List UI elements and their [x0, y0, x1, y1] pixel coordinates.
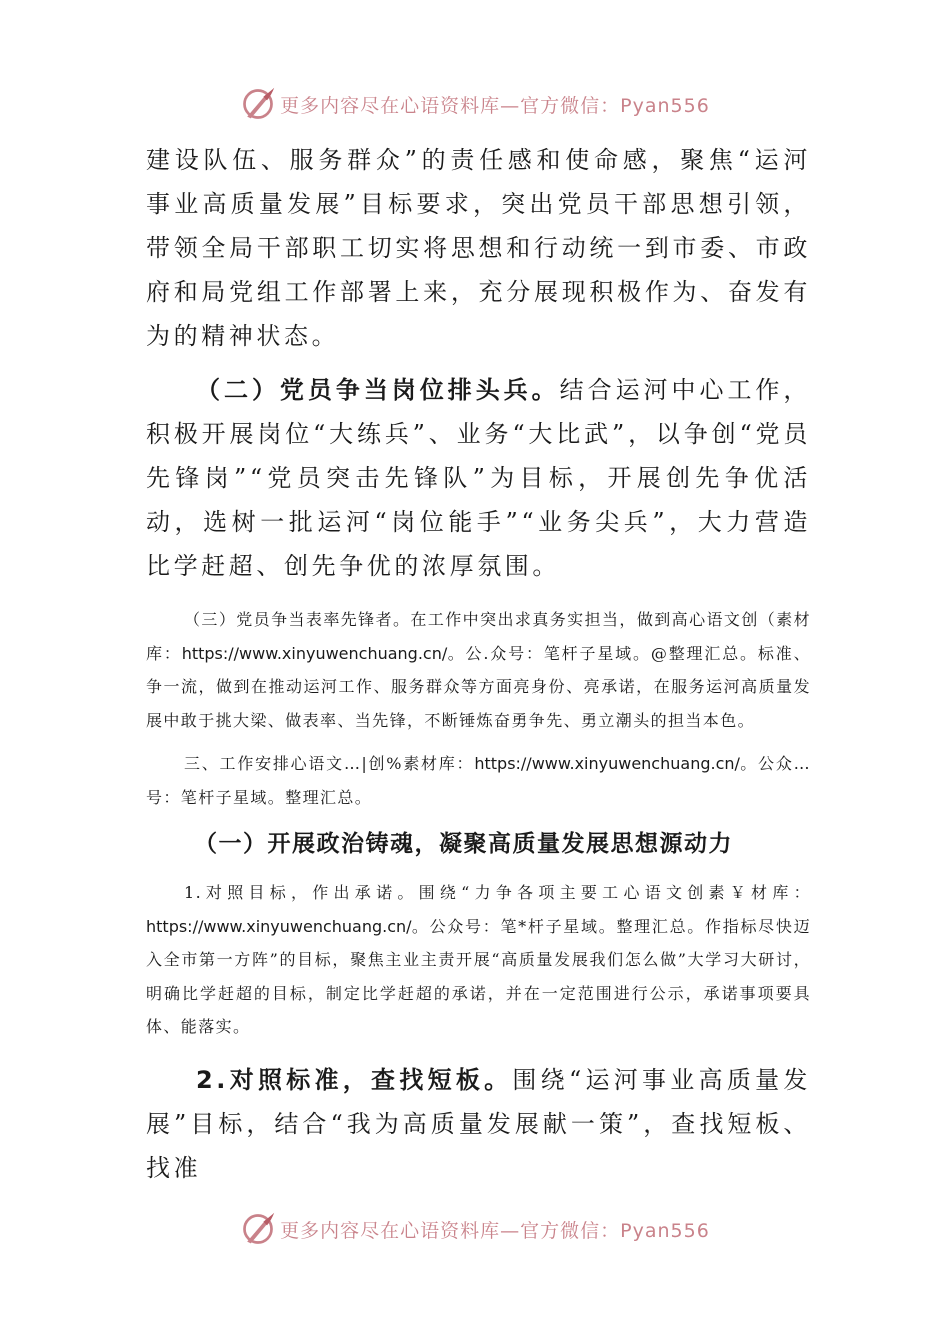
quill-logo-icon [240, 1211, 276, 1247]
paragraph-4: 三、工作安排心语文…|创%素材库：https://www.xinyuwenchuang.cn/。公众…号：笔杆子星域。整理汇总。 [146, 754, 811, 807]
watermark-text: 更多内容尽在心语资料库—官方微信：Pyan556 [280, 94, 710, 117]
paragraph-1: 建设队伍、服务群众”的责任感和使命感，聚焦“运河事业高质量发展”目标要求，突出党员干部思想引领，带领全局干部职工切实将思想和行动统一到市委、市政府和局党组工作部署上来，充分展现积极作为、奋发有为的精神状态。 [146, 146, 811, 350]
paragraph-6: 2.对照标准，查找短板。围绕“运河事业高质量发展”目标，结合“我为高质量发展献一策”，查找短板、找准 [146, 1065, 811, 1182]
source-url: https://www.xinyuwenchuang.cn/ [146, 916, 412, 936]
watermark-text: 更多内容尽在心语资料库—官方微信：Pyan556 [280, 1219, 710, 1242]
paragraph-3: （三）党员争当表率先锋者。在工作中突出求真务实担当，做到高心语文创（素材库：https://www.xinyuwenchuang.cn/。公.众号：笔杆子星域。@整理汇总。标准、争一流，做到在推动运河工作、服务群众等方面亮身份、亮承诺，在服务运河高质量发展中敢于挑大梁、做表率、当先锋，不断锤炼奋勇争先、勇立潮头的担当本色。 [146, 610, 811, 730]
footer-watermark [0, 1207, 950, 1251]
source-url: https://www.xinyuwenchuang.cn/ [181, 643, 448, 663]
header-watermark [0, 82, 950, 126]
document-body [146, 138, 811, 1190]
paragraph-5: 1.对照目标，作出承诺。围绕“力争各项主要工心语文创素￥材库：https://www.xinyuwenchuang.cn/。公众号：笔*杆子星域。整理汇总。作指标尽快迈入全市第一方阵”的目标，聚焦主业主责开展“高质量发展我们怎么做”大学习大研讨，明确比学赶超的目标，制定比学赶超的承诺，并在一定范围进行公示，承诺事项要具体、能落实。 [146, 883, 811, 1036]
source-url: https://www.xinyuwenchuang.cn/ [474, 754, 740, 773]
paragraph-2: （二）党员争当岗位排头兵。结合运河中心工作，积极开展岗位“大练兵”、业务“大比武”，以争创“党员先锋岗”“党员突击先锋队”为目标，开展创先争优活动，选树一批运河“岗位能手”“业务尖兵”，大力营造比学赶超、创先争优的浓厚氛围。 [146, 376, 811, 580]
section-heading-1: （一）开展政治铸魂，凝聚高质量发展思想源动力 [194, 831, 733, 857]
section-heading-2: （二）党员争当岗位排头兵。 [196, 376, 560, 404]
section-heading-item-2: 2.对照标准，查找短板。 [196, 1065, 513, 1094]
quill-logo-icon [240, 86, 276, 122]
